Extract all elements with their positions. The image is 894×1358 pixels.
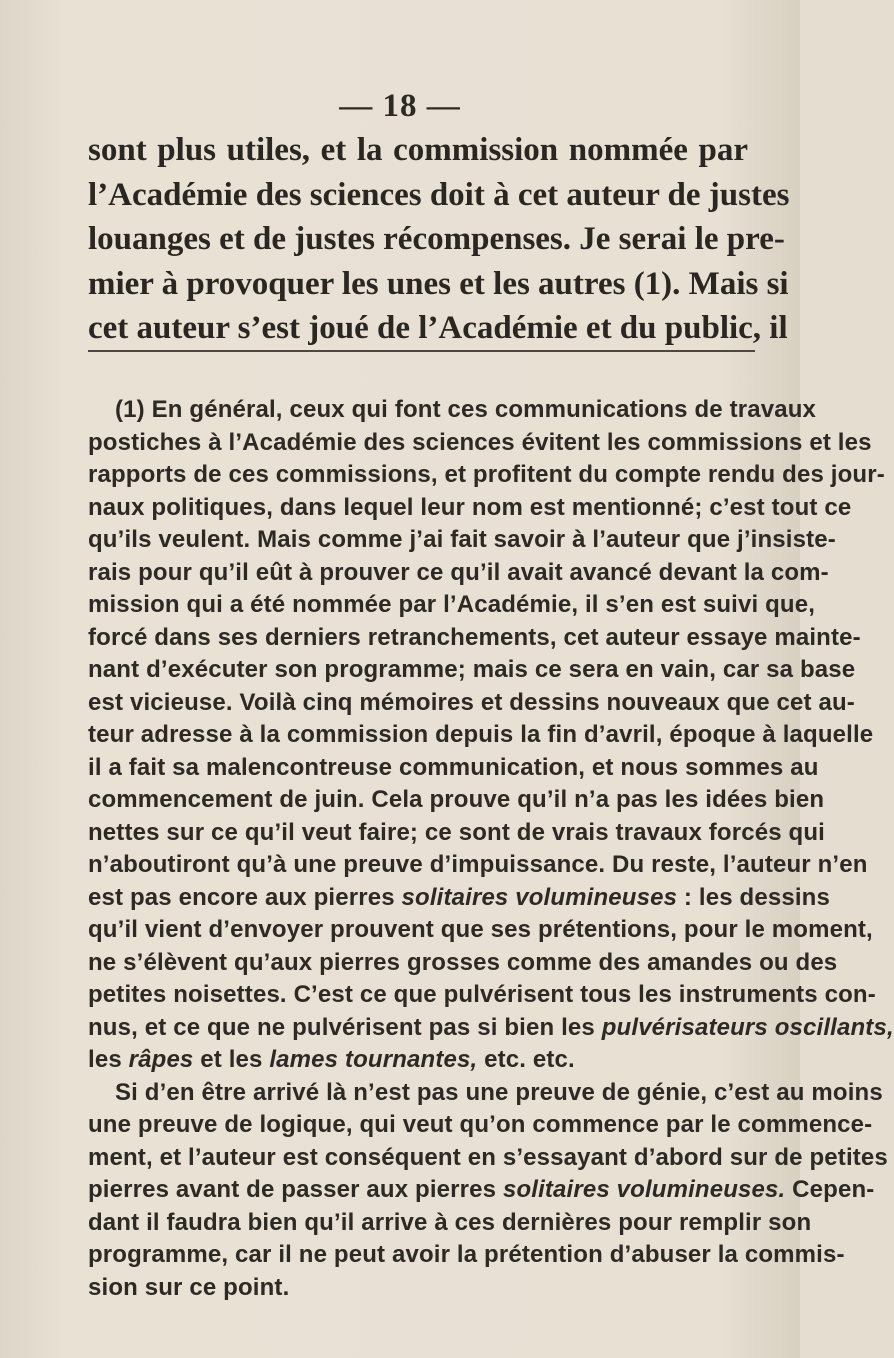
footnote-line-18: ne s’élèvent qu’aux pierres grosses comme des amandes ou des — [88, 948, 838, 976]
footnote-line-16-italic: solitaires volumineuses — [401, 883, 678, 911]
footnote-line-9: nant d’exécuter son programme; mais ce sera en vain, car sa base — [88, 656, 856, 683]
main-text-line-5: cet auteur s’est joué de l’Académie et du public, il — [88, 310, 788, 346]
footnote-line-20-before: nus, et ce que ne pulvérisent pas si bien les — [88, 1013, 602, 1041]
main-text-line-4: mier à provoquer les unes et les autres (1). Mais si — [88, 265, 789, 302]
main-text — [88, 128, 790, 351]
footnote-line-6: rais pour qu’il eût à prouver ce qu’il avait avancé devant la com- — [88, 558, 829, 586]
footnote-line-28: sion sur ce point. — [88, 1273, 290, 1301]
main-text-line-1: sont plus utiles, et la commission nommée par — [88, 132, 748, 168]
footnote-line-16 — [88, 882, 830, 915]
footnote-line-21-before: les — [88, 1046, 129, 1073]
footnote-line-26: dant il faudra bien qu’il arrive à ces dernières pour remplir son — [88, 1208, 812, 1236]
footnote-line-24: ment, et l’auteur est conséquent en s’essayant d’abord sur de petites — [88, 1143, 888, 1171]
footnote-line-14: nettes sur ce qu’il veut faire; ce sont de vrais travaux forcés qui — [88, 818, 825, 846]
footnote-line-1: (1) En général, ceux qui font ces communications de travaux — [115, 396, 817, 423]
footnote-line-10: est vicieuse. Voilà cinq mémoires et dessins nouveaux que cet au- — [88, 688, 855, 716]
footnote-line-13: commencement de juin. Cela prouve qu’il n’a pas les idées bien — [88, 786, 825, 813]
footnote-line-21 — [88, 1044, 748, 1077]
page-number: — 18 — — [339, 88, 461, 124]
footnote-line-25-before: pierres avant de passer aux pierres — [88, 1176, 503, 1203]
footnote-line-22: Si d’en être arrivé là n’est pas une preuve de génie, c’est au moins — [115, 1078, 883, 1106]
footnote-line-15: n’aboutiront qu’à une preuve d’impuissance. Du reste, l’auteur n’en — [88, 851, 868, 878]
footnote-line-17: qu’il vient d’envoyer prouvent que ses prétentions, pour le moment, — [88, 916, 873, 943]
footnote-line-20-italic: pulvérisateurs oscillants, — [601, 1013, 894, 1041]
footnote-line-27: programme, car il ne peut avoir la prétention d’abuser la commis- — [88, 1241, 845, 1268]
main-text-line-2: l’Académie des sciences doit à cet auteur de justes — [88, 176, 790, 213]
footnote-line-3: rapports de ces commissions, et profitent du compte rendu des jour- — [88, 461, 885, 488]
footnote-line-19: petites noisettes. C’est ce que pulvérisent tous les instruments con- — [88, 981, 876, 1008]
footnote-line-21-after: etc. etc. — [477, 1046, 575, 1073]
footnote-line-25-after: Cepen- — [785, 1176, 875, 1203]
footnote — [88, 394, 894, 1304]
footnote-line-16-before: est pas encore aux pierres — [88, 883, 402, 911]
footnote-line-5: qu’ils veulent. Mais comme j’ai fait savoir à l’auteur que j’insiste- — [88, 526, 836, 553]
footnote-line-21-italic-2: lames tournantes, — [269, 1046, 478, 1073]
footnote-line-20 — [88, 1012, 894, 1045]
footnote-line-21-middle: et les — [193, 1046, 270, 1073]
footnote-line-8: forcé dans ses derniers retranchements, cet auteur essaye mainte- — [88, 623, 861, 651]
footnote-line-12: il a fait sa malencontreuse communication, et nous sommes au — [88, 753, 819, 781]
footnote-line-2: postiches à l’Académie des sciences évitent les commissions et les — [88, 428, 872, 456]
footnote-line-4: naux politiques, dans lequel leur nom est mentionné; c’est tout ce — [88, 493, 852, 521]
footnote-line-7: mission qui a été nommée par l’Académie, il s’en est suivi que, — [88, 591, 816, 618]
footnote-line-23: une preuve de logique, qui veut qu’on commence par le commence- — [88, 1111, 873, 1138]
footnote-line-21-italic: râpes — [128, 1046, 194, 1073]
footnote-line-25 — [88, 1174, 875, 1207]
footnote-line-16-after: : les dessins — [677, 883, 830, 911]
footnote-separator-rule — [88, 350, 755, 352]
main-text-line-3: louanges et de justes récompenses. Je serai le pre- — [88, 221, 785, 257]
footnote-line-11: teur adresse à la commission depuis la fin d’avril, époque à laquelle — [88, 721, 874, 748]
footnote-line-25-italic: solitaires volumineuses. — [502, 1176, 786, 1203]
